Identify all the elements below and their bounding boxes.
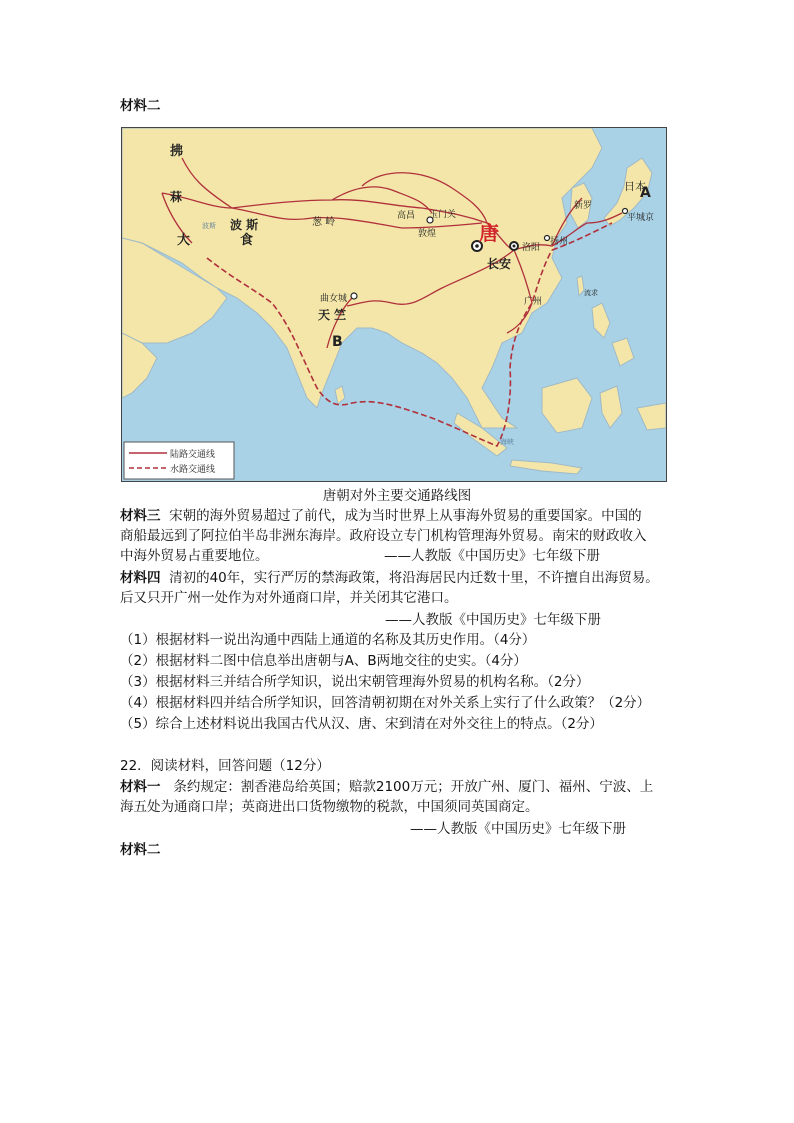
label-B: B: [332, 334, 343, 350]
label-riben: 日本: [624, 180, 646, 193]
m4-line2: 后又只开广州一处作为对外通商口岸，并关闭其它港口。: [120, 590, 458, 606]
question-3: （3）根据材料三并结合所学知识，说出宋朝管理海外贸易的机构名称。（2分）: [120, 674, 590, 690]
q22-m2-label: 材料二: [120, 842, 161, 858]
yangzhou-marker: [545, 236, 550, 241]
legend-sea-label: 水路交通线: [170, 465, 216, 475]
m4-source: ——人教版《中国历史》七年级下册: [385, 612, 601, 628]
q22-title: 22．阅读材料，回答问题（12分）: [120, 758, 330, 774]
label-qunvcheng: 曲女城: [320, 294, 348, 304]
label-xinluo: 新罗: [574, 201, 593, 211]
label-guangzhou: 广州: [524, 297, 543, 307]
map-legend: [124, 442, 234, 479]
label-da: 大: [177, 233, 191, 248]
label-pingchengjing: 平城京: [627, 213, 655, 223]
m4-line1: [120, 568, 659, 588]
label-yangzhou: 扬州: [550, 237, 569, 247]
label-lin: 菻: [170, 190, 183, 204]
q22-m1-line1: [120, 777, 653, 797]
label-dunhuang: 敦煌: [418, 229, 437, 239]
map-caption: 唐朝对外主要交通路线图: [322, 488, 472, 504]
m3-label: 材料三: [120, 508, 161, 524]
label-tianzhu: 天 竺: [318, 308, 347, 322]
label-luoyang: 洛阳: [522, 243, 541, 253]
label-liuqiu: 流求: [584, 289, 598, 297]
question-1: （1）根据材料一说出沟通中西陆上通道的名称及其历史作用。（4分）: [120, 632, 536, 648]
m4-text1: 清初的40年，实行严厉的禁海政策，将沿海居民内迁数十里，不许擅自出海贸易。: [169, 570, 659, 586]
m4-label: 材料四: [120, 570, 161, 586]
question-5: （5）综合上述材料说出我国古代从汉、唐、宋到清在对外交往上的特点。（2分）: [120, 716, 603, 732]
m3-line3: 中海外贸易占重要地位。: [120, 548, 269, 564]
label-fu: 拂: [170, 144, 184, 159]
label-bosi-small: 波斯: [202, 222, 216, 230]
label-changan: 长安: [487, 257, 512, 271]
label-gaochang: 高昌: [397, 211, 416, 221]
label-tang: 唐: [479, 221, 499, 245]
q22-m1-text1: 条约规定：割香港岛给英国；赔款2100万元；开放广州、厦门、福州、宁波、上: [173, 779, 654, 795]
question-4: （4）根据材料四并结合所学知识，回答清朝初期在对外关系上实行了什么政策？（2分）: [120, 695, 651, 711]
label-bosi: 波 斯: [230, 218, 259, 232]
luoyang-dot: [513, 245, 516, 248]
material-2-heading: 材料二: [120, 98, 161, 114]
label-shi: 食: [240, 233, 254, 248]
question-2: （2）根据材料二图中信息举出唐朝与A、B两地交往的史实。（4分）: [120, 653, 527, 669]
map-svg: [122, 128, 666, 481]
label-congling: 葱 岭: [312, 217, 336, 228]
tang-routes-map: [121, 127, 667, 482]
label-strait: 海峡: [500, 438, 514, 446]
qunvcheng-marker: [351, 293, 357, 299]
legend-land-label: 陆路交通线: [170, 450, 216, 460]
label-yumenguan: 玉门关: [429, 210, 457, 220]
m3-line1: [120, 506, 642, 526]
q22-m1-label: 材料一: [120, 779, 161, 795]
m3-source: ——人教版《中国历史》七年级下册: [384, 548, 600, 564]
label-A: A: [640, 185, 651, 201]
m3-line2: 商船最远到了阿拉伯半岛非洲东海岸。政府设立专门机构管理海外贸易。南宋的财政收入: [120, 528, 647, 544]
q22-m1-line2: 海五处为通商口岸；英商进出口货物缴物的税款，中国须同英国商定。: [120, 799, 539, 815]
m3-text1: 宋朝的海外贸易超过了前代，成为当时世界上从事海外贸易的重要国家。中国的: [169, 508, 642, 524]
q22-source: ——人教版《中国历史》七年级下册: [410, 821, 626, 837]
